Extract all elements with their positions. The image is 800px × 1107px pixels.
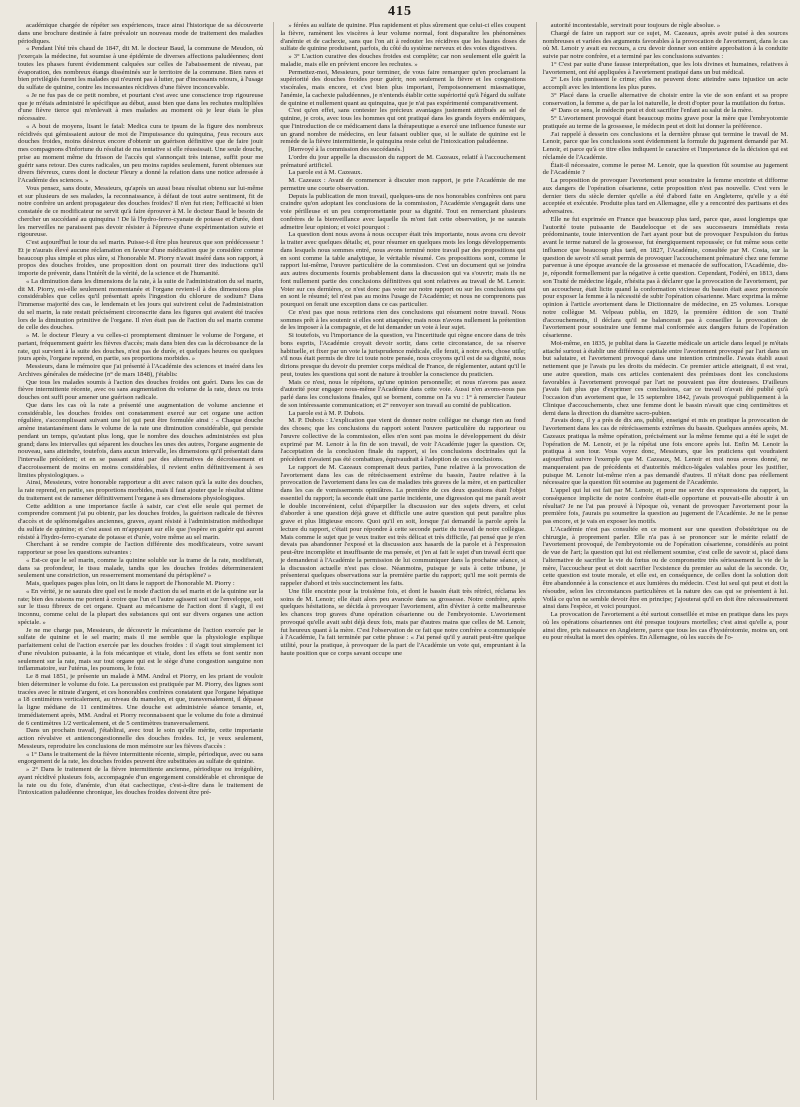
paragraph: « La diminution dans les dimensions de la rate, à la suite de l'administration du sel marin, dit M. Piorry, est-elle seulement momentanée et l'organe revient-il à des dimensions plus considérables que celles qu'il présentait après l'ingestion du chlorure de sodium? Dans l'immense majorité des cas, le lendemain et les jours qui suivirent celui de l'administration du sel marin, la rate restait précisément circonscrite dans les figures qui avaient été tracées lors de la diminution primitive de l'organe. Il n'en était pas de l'action du sel marin comme de celle des douches. xyxy=(18,277,264,332)
paragraph: Ce n'est pas que nous retirions rien des conclusions qui résument notre travail. Nous sommes prêt à les soutenir si elles sont attaquées; mais nous n'avons nullement la prétention de les imposer à la compagnie, et de lui demander un vote à leur sujet. xyxy=(280,308,526,332)
paragraph: M. P. Dubois : L'explication que vient de donner notre collègue ne change rien au fond des choses; que les conclusions du rapport soient l'œuvre particulière du rapporteur ou l'œuvre collective de la commission, elles n'en sont pas moins le développement du désir exprimé par M. Lenoir à la fin de son travail, de voir l'Académie juger la question. Or, l'acceptation de la conclusion finale du rapport, si les conclusions doctrinales qui la précèdent n'avaient pas été combattues, équivaudrait à l'adoption de ces conclusions. xyxy=(280,417,526,463)
paragraph: « A bout de moyens, lisant le fatal: Medica cura te ipsum de la figure des nombreux récidivés qui gémissaient autour de moi de l'impuissance du quinquina, j'eus recours aux douches froides, moins désireux encore d'obtenir un guérison définitive que de faire jouir mes compagnons d'infortune du résultat de ma tentative si elle réussissait. Une seule douche, prise au moment même du frisson de l'accès qui s'annonçait très intense, suffit pour me guérir sans retour. Des cures radicales, un peu moins rapides seulement, furent obtenues sur divers fiévreux, cures dont le docteur Fleury a donné la relation dans une notice adressée à l'Académie des sciences. » xyxy=(18,122,264,184)
page-number: 415 xyxy=(388,4,412,19)
paragraph: 2° Les lois punissent le crime; elles ne peuvent donc atteindre sans injustice un acte accompli avec les intentions les plus pures. xyxy=(542,76,788,91)
paragraph: Mais ce n'est, nous le répétons, qu'une opinion personnelle; et nous n'avons pas assez d'autorité pour engager nous-même l'Académie dans cette voie. Aussi n'en avons-nous pas parlé dans les conclusions finales, qui se bornent, comme on l'a vu : 1° à remercier l'auteur de son intéressante communication; et 2° renvoyer son travail au comité de publication. xyxy=(280,378,526,409)
paragraph: [Renvoyé à la commission des succédanés.] xyxy=(288,146,405,153)
paragraph: J'ai rappelé à dessein ces conclusions et la dernière phrase qui termine le travail de M. Lenoir, parce que les conclusions sont évidemment la formule du jugement demandé par M. Lenoir, et parce qu'à ce titre elles indiquent le caractère et l'importance de la décision qui est réclamée de l'Académie. xyxy=(542,130,788,161)
paragraph: M. Cazeaux : Avant de commencer à discuter mon rapport, je prie l'Académie de me permettre une courte observation. xyxy=(280,177,526,192)
paragraph: Elle ne fut exprimée en France que beaucoup plus tard, parce que, aussi longtemps que l'autorité toute puissante de Baudelocque et de ses successeurs immédiats resta prédominante, toute intervention de l'art ayant pour but de provoquer l'expulsion du fœtus avant le terme naturel de la grossesse, fut énergiquement repoussée; ce fut même sous cette influence que beaucoup plus tard, en 1827, l'Académie, consultée par M. Costa, sur la question de savoir s'il serait permis de provoquer l'accouchement prématuré chez une femme parvenue à une époque avancée de la grossesse et menacée de suffocation, l'Académie, dis-je, répondit formellement par la négative à cette question. Cependant, Fodéré, en 1813, dans son Traité de médecine légale, n'hésita pas à déclarer que la provocation de l'avortement, par un accoucheur, était licite quand la conformation vicieuse du bassin était assez prononcée pour exposer la femme à la nécessité de subir l'opération césarienne. Marc exprima la même opinion à l'article avortement dans le Dictionnaire de médecine, en 25 volumes. Lorsque notre collègue M. Velpeau publia, en 1829, la première édition de son Traité d'accouchements, il déclara qu'il ne balancerait pas à conseiller la provocation de l'avortement pour soustraire une femme mal conformée aux dangers futurs de l'opération césarienne. xyxy=(542,215,788,339)
paragraph: » 2° Dans le traitement de la fièvre intermittente ancienne, périodique ou irrégulière, ayant récidivé plusieurs fois, accompagnée d'un engorgement considérable et chronique de la rate ou du foie, d'anémie, d'un état cachectique, c'est-à-dire dans le traitement de l'intoxication paludéenne chronique, les douches froides doivent être pré- xyxy=(18,766,264,797)
paragraph: Depuis la publication de mon travail, quelques-uns de nos honorables confrères ont paru craindre qu'on adoptant les conclusions de la commission, l'Académie s'engageât dans une voie périlleuse et un peu compromettante pour sa dignité. Tout en remerciant plusieurs confrères de la bienveillance avec laquelle ils m'ont fait cette observation, je ne saurais admettre leur opinion; et voici pourquoi : xyxy=(280,192,526,231)
paragraph: Que tous les malades soumis à l'action des douches froides ont guéri. Dans les cas de fièvre intermittente récente, avec ou sans augmentation du volume de la rate, deux ou trois douches ont suffi pour amener une guérison radicale. xyxy=(18,378,264,401)
paragraph: 3° Placé dans la cruelle alternative de choisir entre la vie de son enfant et sa propre conservation, la femme a, de par la loi naturelle, le droit d'opter pour la mutilation du fœtus. xyxy=(542,91,788,107)
paragraph: 5° L'avortement provoqué étant beaucoup moins grave pour la mère que l'embryotomie pratiquée au terme de la grossesse, le médecin peut et doit lui donner la préférence. xyxy=(542,115,788,130)
paragraph: Vous pensez, sans doute, Messieurs, qu'après un aussi beau résultat obtenu sur lui-même et sur plusieurs de ses malades, la reconnaissance, à défaut de tout autre sentiment, fit de notre confrère un ardent propagateur des douches froides? Il n'en fut rien; l'efficacité si bien constatée de ce modificateur ne servit qu'à faire éprouver à M. le docteur Baud le besoin de chercher un succédané au quinquina ! De là l'hydro-ferro-cyanate de potasse et d'urée, dont les merveilles ne paraissent pas devoir résister à l'épreuve d'une expérimentation suivie et rigoureuse. xyxy=(18,184,264,239)
paragraph: L'Académie n'est pas consultée en ce moment sur une question d'obstétrique ou de chirurgie, à proprement parler. Elle n'a pas à se prononcer sur le mérite relatif de l'avortement provoqué, de l'embryotomie ou de l'opération césarienne, considérés au point de vue de l'art; la question qui lui est réellement soumise, c'est celle de savoir si, placé dans l'alternative de sacrifier la vie du fœtus ou de compromettre très sérieusement la vie de la mère, l'accoucheur peut et doit sacrifier l'existence du premier au salut de la seconde. Or, cette question est toute morale, et elle est, en conséquence, de celles dont la solution doit être abandonnée à la conscience et aux lumières du médecin. C'est lui seul qui peut et doit la résoudre, selon les circonstances particulières et la nature des cas qui se présentent à lui. Voilà ce qu'on ne semble devoir être en principe; j'ajouterai qu'il en doit être nécessairement ainsi dans l'espèce, et voici pourquoi. xyxy=(542,525,788,611)
paragraph: « Je ne fus pas de ce petit nombre, et pourtant c'est avec une conscience trop rigoureuse que je m'étais administré le spécifique au début, aussi bien que dans les rechutes multipliées d'une fièvre tierce qui m'enlevait à mes malades au moment où je leur étais le plus nécessaire. xyxy=(18,91,264,122)
paragraph: Était-il nécessaire, comme le pense M. Lenoir, que la question fût soumise au jugement de l'Académie ? xyxy=(542,161,788,177)
paragraph: Je ne me charge pas, Messieurs, de découvrir le mécanisme de l'action exercée par le sulfate de quinine et le sel marin; mais il me semble que la physiologie explique parfaitement celui de l'action exercée par les douches froides : il s'agit tout simplement ici d'une révulsion puissante, à la fois mécanique et vitale, dont les effets se font sentir non seulement sur la rate, mais sur tout organe qui est le siège d'une congestion sanguine non inflammatoire, sur l'utérus, les poumons, le foie. xyxy=(18,626,264,673)
paragraph: L'ordre du jour appelle la discussion du rapport de M. Cazeaux, relatif à l'accouchement prématuré artificiel. xyxy=(280,153,526,169)
paragraph: Cherchant à se rendre compte de l'action différente des modificateurs, votre savant rapporteur se pose les questions suivantes : xyxy=(18,541,264,556)
paragraph: Ainsi, Messieurs, votre honorable rapporteur a dit avec raison qu'à la suite des douches, la rate reprend, en partie, ses proportions morbides, mais il faut ajouter que le résultat ultime du traitement est de ramener définitivement l'organe à ses dimensions physiologiques. xyxy=(18,479,264,502)
paragraph: académique chargée de répéter ses expériences, trace ainsi l'historique de sa découverte dans une brochure destinée à faire prévaloir un nouveau mode de traitement des maladies périodiques. xyxy=(18,22,264,45)
paragraph: 1° C'est par suite d'une fausse interprétation, que les lois divines et humaines, relatives à l'avortement, ont été appliquées à l'avortement pratiqué dans un but médical. xyxy=(542,60,788,76)
paragraph: « En vérité, je ne saurais dire quel est le mode d'action du sel marin et de la quinine sur la rate; bien des raisons me portent à croire que l'un et l'autre agissent soit sur l'enveloppe, soit sur le tissu fibreux de cet organe. Quant au mécanisme de l'action dont il s'agit, il est inconnu, comme celui de la plupart des substances qui ont sur divers organes une action spéciale. » xyxy=(18,587,264,626)
paragraph: Le rapport de M. Cazeaux comprenait deux parties, l'une relative à la provocation de l'avortement dans les cas de rétrécissement extrême du bassin, l'autre relative à la provocation de l'avortement dans les cas de maladies très graves de la mère, et en particulier dans les cas de vomissements opiniâtres. La première de ces deux questions était l'objet essentiel du rapport; la seconde était une partie incidente, une digression qui me paraît avoir le double inconvénient, celui d'éparpiller la discussion sur des sujets divers, et celui d'aborder à une question déjà grave et difficile une autre question qui peut paraître plus grave et plus litigieuse encore. Quoi qu'il en soit, lorsque j'ai demandé la parole après la lecture du rapport, c'était pour répondre à cette seconde partie du travail de notre collègue. Mais comme le sujet que je veux traiter est très délicat et très difficile, j'ai pensé que je n'en devais pas abandonner l'exposé et la discussion aux hasards de la parole et à l'expression peut-être incomplète et insuffisante de ma pensée, et j'en ai fait le sujet d'un travail écrit que je demanderai à l'Académie la permission de lui communiquer dans la prochaine séance, si la discussion actuelle n'est pas close. Néanmoins, puisque je suis à cette tribune, je présenterai quelques observations sur la première partie du rapport; qu'il me soit permis de rappeler d'abord et très succinctement les faits. xyxy=(280,463,526,587)
paragraph: Si toutefois, vu l'importance de la question, vu l'incertitude qui règne encore dans de très bons esprits, l'Académie croyait devoir sortir, dans cette circonstance, de sa réserve habituelle, et fixer par un vote la jurisprudence médicale, elle ferait, à notre avis, chose utile; s'il nous était permis de dire ici toute notre pensée, nous croyons qu'il est de sa dignité, nous dirions presque du devoir du premier corps médical de France, de réglementer, autant qu'il le peut, toutes les questions qui sont de nature à troubler la conscience du praticien. xyxy=(280,332,526,378)
paragraph: autorité incontestable, servirait pour toujours de règle absolue. » xyxy=(550,22,721,29)
paragraph: Mais, quelques pages plus loin, on lit dans le rapport de l'honorable M. Piorry : xyxy=(26,580,235,587)
paragraph: 4° Dans ce sens, le médecin peut et doit sacrifier l'enfant au salut de la mère. xyxy=(550,107,753,115)
paragraph: Le 8 mai 1851, je présente un malade à MM. Andral et Piorry, en les priant de vouloir bien déterminer le volume du foie. La percussion est pratiquée par M. Piorry, des lignes sont tracées avec le nitrate d'argent, et ces honorables confrères constatent que l'organe hépatique a 18 centimètres verticalement, au niveau du mamelon, et que, transversalement, il dépasse la ligne médiane de 11 centimètres. Une douche est administrée séance tenante, et, immédiatement après, MM. Andral et Piorry reconnaissent que le volume du foie a diminué de 6 centimètres 1/2 verticalement, et de 5 centimètres transversalement. xyxy=(18,673,264,727)
paragraph: C'est aujourd'hui le tour du sel marin. Puisse-t-il être plus heureux que son prédécesseur ! Et je n'aurais élevé aucune réclamation en faveur d'une médication que je considère comme beaucoup plus simple et plus sûre, si l'honorable M. Piorry n'avait inséré dans son rapport, à propos des douches froides, une proposition dont on pourrait tirer des inductions qu'il importe de prévenir, dans l'intérêt de la vérité, de la science et de l'humanité. xyxy=(18,239,264,277)
paragraph: Une fille enceinte pour la troisième fois, et dont le bassin était très rétréci, réclama les soins de M. Lenoir; elle était alors peu avancée dans sa grossesse. Notre confrère, après quelques hésitations, se décida à provoquer l'avortement, afin d'éviter à cette malheureuse les chances trop graves d'une opération césarienne ou de l'embryotomie. L'avortement provoqué qu'elle avait subi déjà deux fois, mais par d'autres mains que celles de M. Lenoir, fut heureux quant à la mère. C'est l'observation de ce fait que notre confrère a communiquée à l'Académie, l'a fait terminée par cette phrase : « J'ai pensé qu'il y aurait peut-être quelque utilité, pour la pratique, à provoquer de la part de l'Académie un vote qui, empruntant à la haute position que ce corps savant occupe une xyxy=(280,587,526,657)
column-2 xyxy=(273,22,525,1100)
paragraph: Que dans les cas où la rate a présenté une augmentation de volume ancienne et considérable, les douches froides ont constamment exercé sur cet organe une action régulière, s'accomplissant suivant une loi qui peut être formulée ainsi : « Chaque douche amène instantanément dans le volume de la rate une diminution considérable, qui persiste pendant un temps, qu'autant plus long, que le nombre des douches administrées est plus grand; dans les intervalles qui séparent les douches les unes des autres, l'organe augmente de nouveau, sans atteindre, toutefois, dans aucun intervalle, les dimensions qu'il présentait dans l'intervalle précédent; et en se passant ainsi par des alternatives de décroissement et d'accroissement de moins en moins considérables, il revient enfin définitivement à ses limites physiologiques. » xyxy=(18,401,264,479)
paragraph: Moi-même, en 1835, je publiai dans la Gazette médicale un article dans lequel je m'étais attaché surtout à établir une différence capitale entre l'avortement provoqué par l'art dans un but salutaire, et l'avortement provoqué dans une intention criminelle. J'avais établi aussi nettement que je l'avais pu les droits du médecin. Ce premier article atteignait, il est vrai, une autre question, mais ces articles contenaient des prémisses dont les conclusions favorables à l'avortement provoqué par l'art ne pouvaient pas être douteuses. D'ailleurs j'avais fait plus que d'exprimer ces conclusions, car ce travail n'avait été publié qu'à l'occasion d'un avortement que, le 15 septembre 1842, j'avais provoqué publiquement à la Clinique d'accouchements, chez une femme dont le bassin n'avait que cinq centimètres et demi dans la direction du diamètre sacro-pubien. xyxy=(542,339,788,417)
paragraph: Messieurs, dans le mémoire que j'ai présenté à l'Académie des sciences et inséré dans les Archives générales de médecine (n° de mars 1848), j'établis: xyxy=(18,363,264,378)
paragraph: J'avais donc, il y a près de dix ans, publié, enseigné et mis en pratique la provocation de l'avortement dans les cas de rétrécissements extrêmes du bassin. Quelques années après, M. Cazeaux pratiqua la même opération, précisément sur la même femme qui a été le sujet de l'opération de M. Lenoir, et je la répétai une fois encore après lui. Enfin M. Lenoir la pratiqua à son tour. Vous voyez donc, Messieurs, que les praticiens qui voudraient aujourd'hui suivre l'exemple que M. Cazeaux, M. Lenoir et moi nous avons donné, ne manqueraient pas de précédents et d'autorités médico-légales valables pour les justifier, puisque M. Lenoir lui-même n'en a pas demandé d'autres. Il n'était donc pas réellement nécessaire que la question fût soumise au jugement de l'Académie. xyxy=(542,417,788,487)
text-columns xyxy=(18,22,788,1100)
paragraph: » 3° L'action curative des douches froides est complète; car non seulement elle guérit la maladie, mais elle en prévient encore les rechutes. » xyxy=(280,53,526,68)
paragraph: Chargé de faire un rapport sur ce sujet, M. Cazeaux, après avoir puisé à des sources nombreuses et variées des arguments favorables à la provocation de l'avortement, dans le cas où M. Lenoir y avait eu recours, a cru devoir donner son entière approbation à la conduite suivie par notre confrère, et a terminé par les conclusions suivantes : xyxy=(542,29,788,60)
paragraph: C'est qu'en effet, sans contester les précieux avantages justement attribués au sel de quinine, je crois, avec tous les hommes qui ont pratiqué dans les grands foyers endémiques, que l'introduction de ce médicament dans la thérapeutique a exercé une influence funeste sur un grand nombre de médecins, en leur faisant oublier que, si le sulfate de quinine est le remède de la fièvre intermittente, le quinquina reste celui de l'intoxication paludéenne. xyxy=(280,107,526,146)
paragraph: La question dont nous avons à nous occuper était très importante, nous avons cru devoir la traiter avec quelques détails; et, pour résumer en quelques mots les longs développements dans lesquels nous sommes entré, nous avons terminé notre travail par des propositions qui en sont comme la table analytique, le véritable résumé. Ces propositions sont, comme le rapport lui-même, l'œuvre particulière de la commission. C'est un document qui se joindra aux autres documents fournis probablement dans la discussion qui va s'ouvrir; mais ils ne font nullement partie des conclusions définitives qui sont relatives au travail de M. Lenoir. Voter sur ces dernières, ce n'est donc pas voter sur notre rapport ou sur les conclusions qui en sont le résumé; tel n'est pas au moins l'usage de l'Académie; et nous ne comprenons pas pourquoi on ferait une exception dans ce cas particulier. xyxy=(280,231,526,308)
paragraph: « Pendant l'été très chaud de 1847, dit M. le docteur Baud, la commune de Meudon, où j'exerçais la médecine, fut soumise à une épidémie de diverses affections paludéennes; dont toutes les phases furent évidemment calquées sur celles de l'abaissement de niveau, par évaporation, des nombreux étangs disséminés sur le territoire de la commune. Bien rares et bien privilégiés furent les malades qui n'eurent pas à lutter, par d'incessants retours, à l'usage du sulfate de quinine, contre les incessantes récidives d'une fièvre inconcevable. xyxy=(18,45,264,91)
paragraph: » férées au sulfate de quinine. Plus rapidement et plus sûrement que celui-ci elles coupent la fièvre, ramènent les viscères à leur volume normal, font disparaître les phénomènes d'anémie et de cachexie, sans que l'on ait à redouter les récidives que les hautes doses de sulfate de quinine produisent, parfois, du côté du système nerveux et des voies digestives. xyxy=(280,22,526,53)
paragraph: L'appel qui lui est fait par M. Lenoir, et pour me servir des expressions du rapport, la conséquence implicite de notre confrère était-elle opportune et pouvait-elle aboutir à un résultat? Je ne l'ai pas prouvé à l'époque où, venant de provoquer l'avortement pour la première fois, j'aurais pu soumettre la question au jugement de l'Académie. Je ne le pense pas encore, et je vais en exposer les motifs. xyxy=(542,487,788,525)
paragraph: La parole est à M. Cazeaux. xyxy=(288,169,363,177)
paragraph: La provocation de l'avortement a été surtout conseillée et mise en pratique dans les pays où les opérations césariennes ont été presque toujours mortelles; c'est ainsi qu'elle a, pour ainsi dire, pris naissance en Angleterre, parce que tous les cas d'hystérotomie, moins un, ont eu pour résultat la mort des opérées. En Allemagne, où les succès de l'o- xyxy=(542,611,788,642)
column-3 xyxy=(536,22,788,1100)
paragraph: Dans un prochain travail, j'établirai, avec tout le soin qu'elle mérite, cette importante action révulsive et antiencongestionnelle des douches froides. Ici, je veux seulement, Messieurs, reproduire les conclusions de mon mémoire sur les fièvres d'accès : xyxy=(18,727,264,750)
paragraph: La proposition de provoquer l'avortement pour soustraire la femme enceinte et difforme aux dangers de l'opération césarienne, cette proposition n'est pas nouvelle. C'est vers le dernier tiers du siècle dernier qu'elle a été d'abord faite en Angleterre, qu'elle y a été acceptée et exécutée. Produite plus tard en Allemagne, elle y a rencontré des partisans et des adversaires. xyxy=(542,177,788,215)
paragraph: La parole est à M. P. Dubois. xyxy=(288,409,365,417)
paragraph: » M. le docteur Fleury a vu celles-ci promptement diminuer le volume de l'organe, et partant, fréquemment guérir les fièvres d'accès; mais dans bien des cas la décroissance de la rate, qui survient à la suite des douches, n'est pas de durée, et quelques heures ou quelques jours après, l'organe reprend, en partie, ses proportions morbides. » xyxy=(18,332,264,363)
paragraph: Permettez-moi, Messieurs, pour terminer, de vous faire remarquer qu'en proclamant la supériorité des douches froides pour guérir, non seulement la fièvre et les congestions viscérales, mais encore, et c'est bien plus important, l'empoisonnement miasmatique, l'anémie, la cachexie paludéennes, je n'entends établir cette supériorité qu'à l'égard du sulfate de quinine et nullement quant au quinquina, que je n'ai pas expérimenté comparativement. xyxy=(280,68,526,107)
paragraph: « Est-ce que le sel marin, comme la quinine soluble sur la trame de la rate, modifierait, dans sa profondeur, le tissu malade, tandis que les douches froides détermineraient seulement une constriction, un resserrement momentané du périsplène? » xyxy=(18,556,264,580)
paragraph: Cette addition a une importance facile à saisir, car c'est elle seule qui permet de comprendre comment j'ai pu obtenir, par les douches froides, la guérison radicale de fièvres d'accès et de splénomégalies anciennes, graves, ayant résisté à l'administration méthodique du sulfate de quinine; et c'est aussi en m'appuyant sur elle que j'espère en guérir qui auront résisté à l'hydro-ferro-cyanate de potasse et d'urée, voire même au sel marin. xyxy=(18,502,264,541)
paragraph: « 1° Dans le traitement de la fièvre intermittente récente, simple, périodique, avec ou sans engorgement de la rate, les douches froides peuvent être substituées au sulfate de quinine. xyxy=(18,750,264,766)
column-1 xyxy=(18,22,263,1100)
